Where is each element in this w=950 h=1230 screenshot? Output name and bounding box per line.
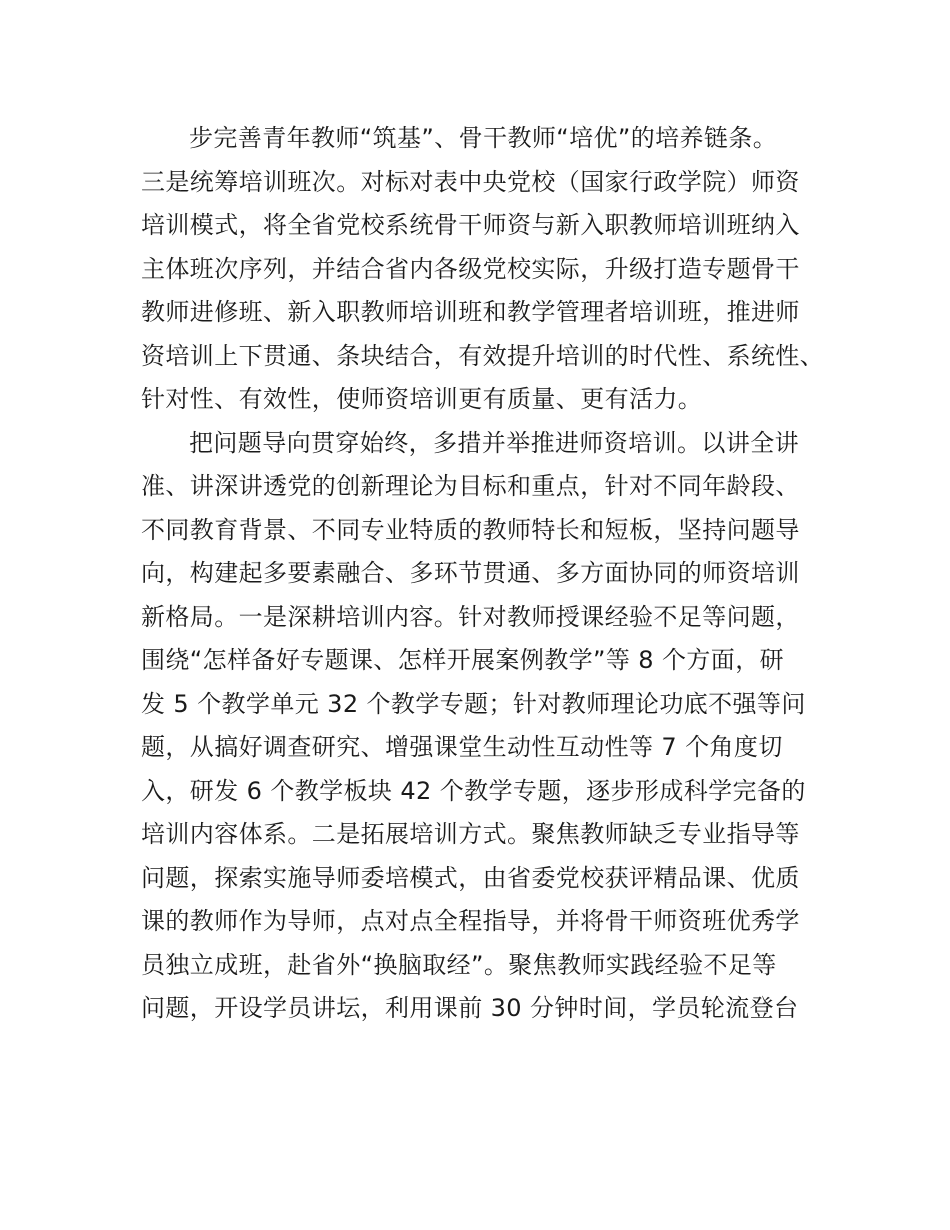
paragraph-line: 不同教育背景、不同专业特质的教师特长和短板，坚持问题导 — [141, 515, 800, 544]
paragraph-line: 向，构建起多要素融合、多环节贯通、多方面协同的师资培训 — [141, 559, 800, 587]
paragraph-line: 题，从搞好调查研究、增强课堂生动性互动性等 7 个角度切 — [141, 733, 783, 761]
paragraph-line: 围绕“怎样备好专题课、怎样开展案例教学”等 8 个方面，研 — [141, 646, 784, 674]
paragraph-line: 准、讲深讲透党的创新理论为目标和重点，针对不同年龄段、 — [141, 472, 800, 500]
document-body — [141, 117, 831, 1031]
paragraph-line: 入，研发 6 个教学板块 42 个教学专题，逐步形成科学完备的 — [141, 776, 806, 805]
paragraph-line: 培训内容体系。二是拓展培训方式。聚焦教师缺乏专业指导等 — [141, 820, 800, 848]
paragraph-line: 三是统筹培训班次。对标对表中央党校（国家行政学院）师资 — [141, 167, 800, 196]
paragraph-line: 教师进修班、新入职教师培训班和教学管理者培训班，推进师 — [141, 298, 800, 326]
paragraph-line: 步完善青年教师“筑基”、骨干教师“培优”的培养链条。 — [189, 124, 778, 152]
paragraph-line: 问题，开设学员讲坛，利用课前 30 分钟时间，学员轮流登台 — [141, 994, 799, 1022]
paragraph-1 — [141, 117, 831, 422]
paragraph-line: 主体班次序列，并结合省内各级党校实际，升级打造专题骨干 — [141, 254, 800, 283]
paragraph-line: 把问题导向贯穿始终，多措并举推进师资培训。以讲全讲 — [189, 428, 799, 457]
paragraph-line: 培训模式，将全省党校系统骨干师资与新入职教师培训班纳入 — [141, 211, 800, 239]
paragraph-line: 员独立成班，赴省外“换脑取经”。聚焦教师实践经验不足等 — [141, 950, 777, 979]
paragraph-line: 发 5 个教学单元 32 个教学专题；针对教师理论功底不强等问 — [141, 689, 806, 718]
paragraph-line: 新格局。一是深耕培训内容。针对教师授课经验不足等问题， — [141, 602, 800, 631]
paragraph-2 — [141, 422, 831, 1031]
paragraph-line: 课的教师作为导师，点对点全程指导，并将骨干师资班优秀学 — [141, 907, 800, 935]
paragraph-line: 针对性、有效性，使师资培训更有质量、更有活力。 — [141, 385, 703, 413]
paragraph-line: 问题，探索实施导师委培模式，由省委党校获评精品课、优质 — [141, 863, 800, 892]
paragraph-line: 资培训上下贯通、条块结合，有效提升培训的时代性、系统性、 — [141, 341, 825, 370]
